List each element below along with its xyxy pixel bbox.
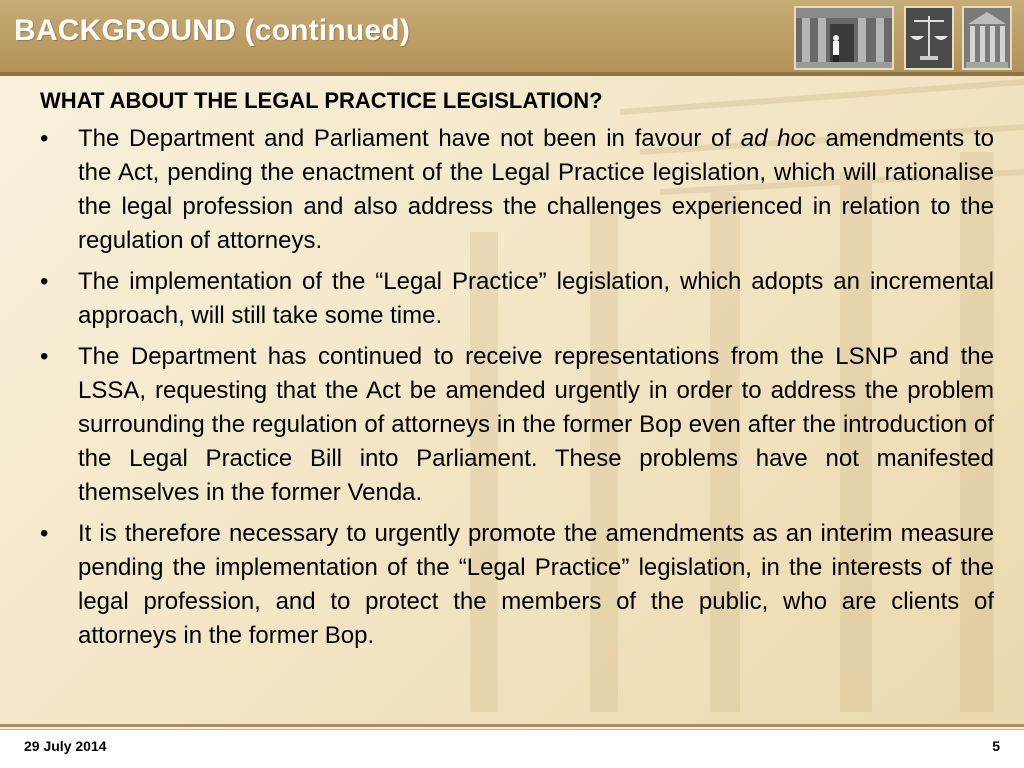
slide-body: [40, 84, 994, 660]
building-facade-photo: [962, 6, 1012, 70]
bullet-text: The implementation of the “Legal Practice” legislation, which adopts an incremental approach, will still take some time.: [78, 268, 994, 329]
bullet-marker: •: [40, 520, 49, 547]
slide-number: 5: [992, 738, 1000, 754]
slide-title: BACKGROUND (continued): [14, 14, 411, 47]
scales-of-justice-photo: [904, 6, 954, 70]
bullet-text: The Department has continued to receive representations from the LSNP and the LSSA, requesting that the Act be amended urgently in order to address the problem surrounding the regulation of attorneys in the former Bop even after the introduction of the Legal Practice Bill into Parliament. These problems have not manifested themselves in the former Venda.: [78, 343, 994, 506]
bullet-marker: •: [40, 125, 49, 152]
courthouse-photo: [794, 6, 894, 70]
bullet-item: [40, 517, 994, 653]
bullet-marker: •: [40, 268, 49, 295]
bullet-item: [40, 122, 994, 258]
footer-bar: [0, 730, 1024, 768]
bullet-list: [40, 122, 994, 653]
section-heading: WHAT ABOUT THE LEGAL PRACTICE LEGISLATION?: [40, 88, 603, 113]
bullet-text-continued: amendments to the Act, pending the enactment of the Legal Practice legislation, which will rationalise the legal profession and also address the challenges experienced in relation to the regulation of attorneys.: [78, 125, 994, 254]
footer-rule: [0, 724, 1024, 727]
bullet-item: [40, 265, 994, 333]
footer-date: 29 July 2014: [24, 738, 107, 754]
bullet-marker: •: [40, 343, 49, 370]
bullet-text: It is therefore necessary to urgently promote the amendments as an interim measure pending the implementation of the “Legal Practice” legislation, in the interests of the legal profession, and to protect the members of the public, who are clients of attorneys in the former Bop.: [78, 520, 994, 649]
title-bar-rule: [0, 72, 1024, 76]
bullet-item: [40, 340, 994, 510]
bullet-emphasis: ad hoc: [740, 125, 816, 152]
bullet-text: The Department and Parliament have not been in favour of: [78, 125, 741, 152]
